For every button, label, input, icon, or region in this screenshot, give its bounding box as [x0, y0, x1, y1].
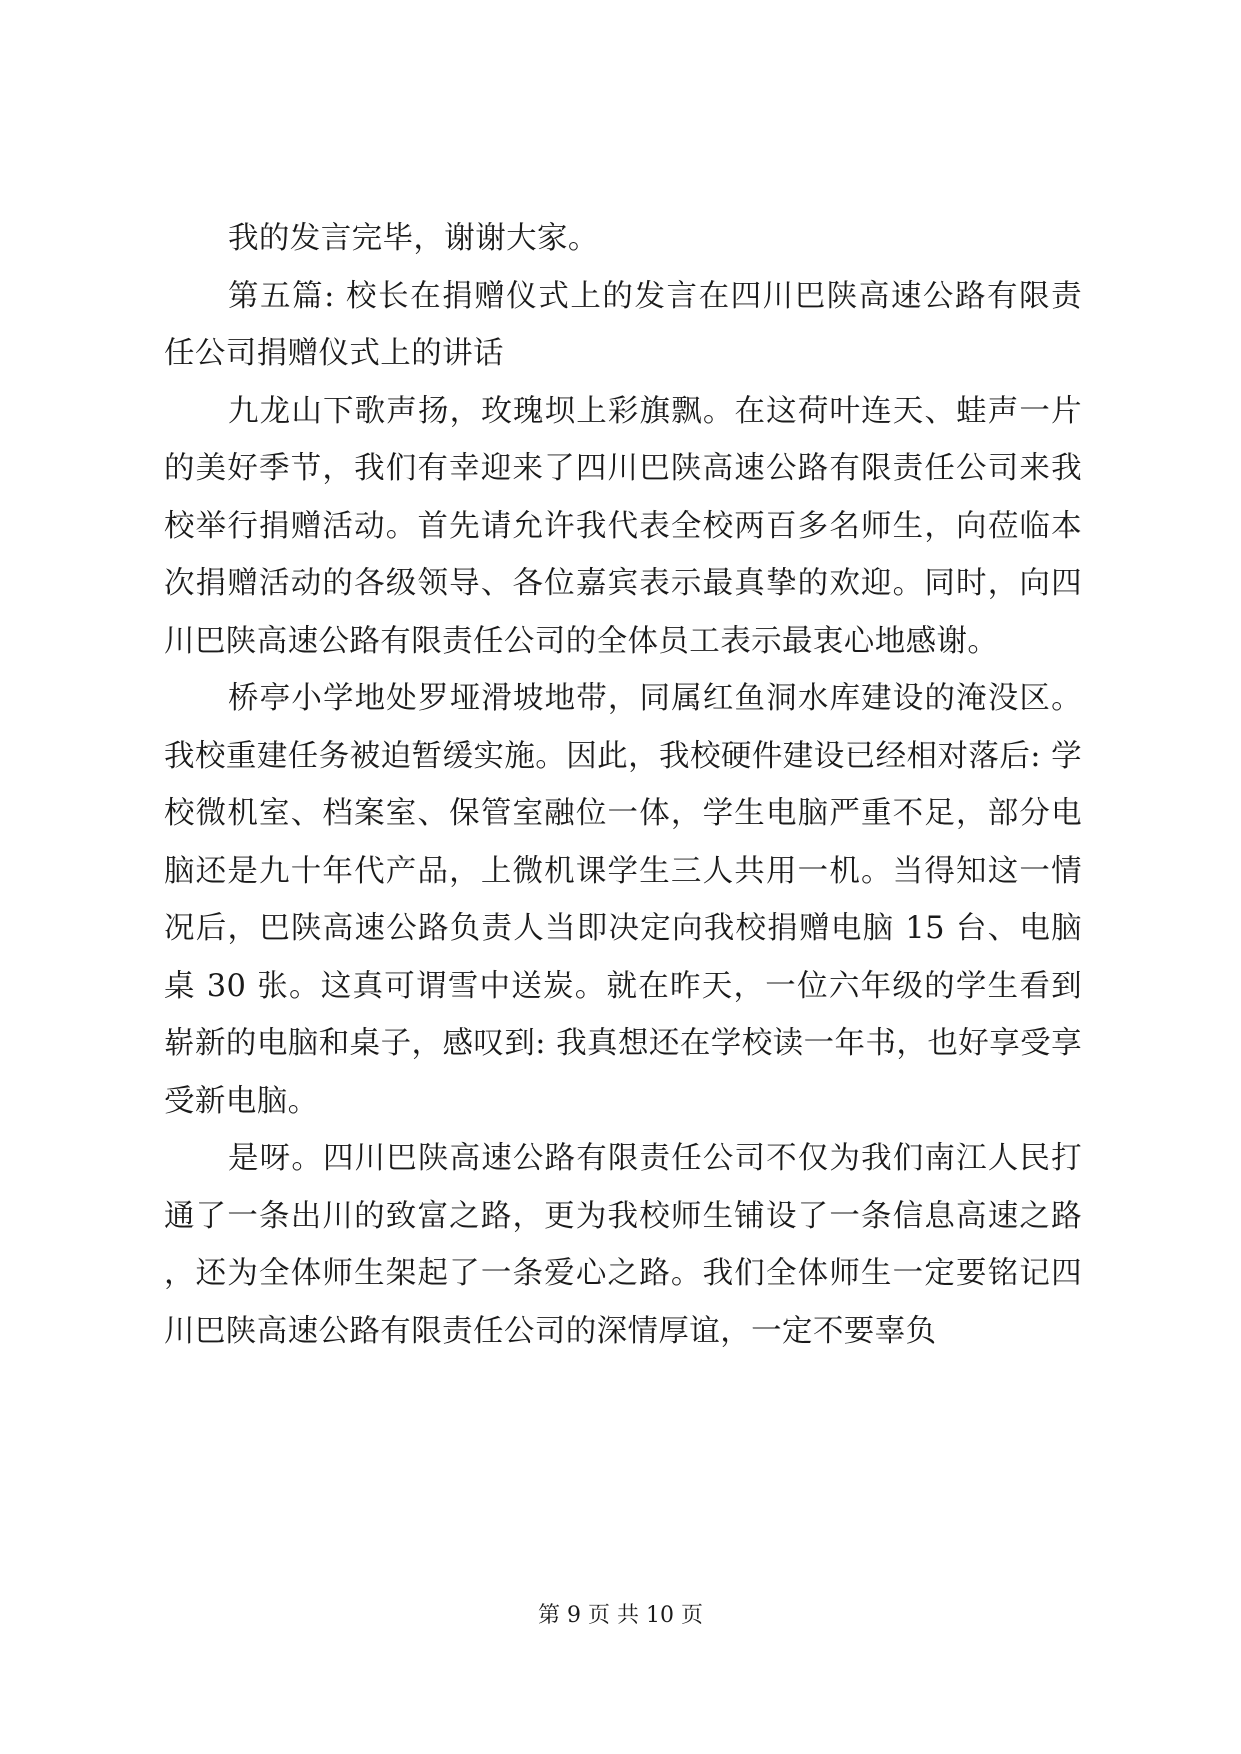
gratitude-paragraph: 是呀。四川巴陕高速公路有限责任公司不仅为我们南江人民打通了一条出川的致富之路，更为我校师生铺设了一条信息高速之路，还为全体师生架起了一条爱心之路。我们全体师生一定要铭记四川巴陕高速公路有限责任公司的深情厚谊，一定不要辜负 — [164, 1141, 1082, 1349]
page-footer: 第 9 页 共 10 页 — [538, 1603, 703, 1628]
section-heading-paragraph: 第五篇: 校长在捐赠仪式上的发言在四川巴陕高速公路有限责任公司捐赠仪式上的讲话 — [164, 278, 1082, 371]
closing-paragraph: 我的发言完毕，谢谢大家。 — [228, 221, 599, 256]
welcome-paragraph: 九龙山下歌声扬，玫瑰坝上彩旗飘。在这荷叶连天、蛙声一片的美好季节，我们有幸迎来了四川巴陕高速公路有限责任公司来我校举行捐赠活动。首先请允许我代表全校两百多名师生，向莅临本次捐赠活动的各级领导、各位嘉宾表示最真挚的欢迎。同时，向四川巴陕高速公路有限责任公司的全体员工表示最衷心地感谢。 — [164, 393, 1082, 659]
school-situation-paragraph: 桥亭小学地处罗垭滑坡地带，同属红鱼洞水库建设的淹没区。我校重建任务被迫暂缓实施。因此，我校硬件建设已经相对落后: 学校微机室、档案室、保管室融位一体，学生电脑严重不足，部分电脑还是九十年代产品，上微机课学生三人共用一机。当得知这一情况后，巴陕高速公路负责人当即决定向我校捐赠电脑 15 台、电脑桌 30 张。这真可谓雪中送炭。就在昨天，一位六年级的学生看到崭新的电脑和桌子，感叹到: 我真想还在学校读一年书，也好享受享受新电脑。 — [164, 681, 1082, 1119]
document-body — [164, 210, 1082, 1360]
